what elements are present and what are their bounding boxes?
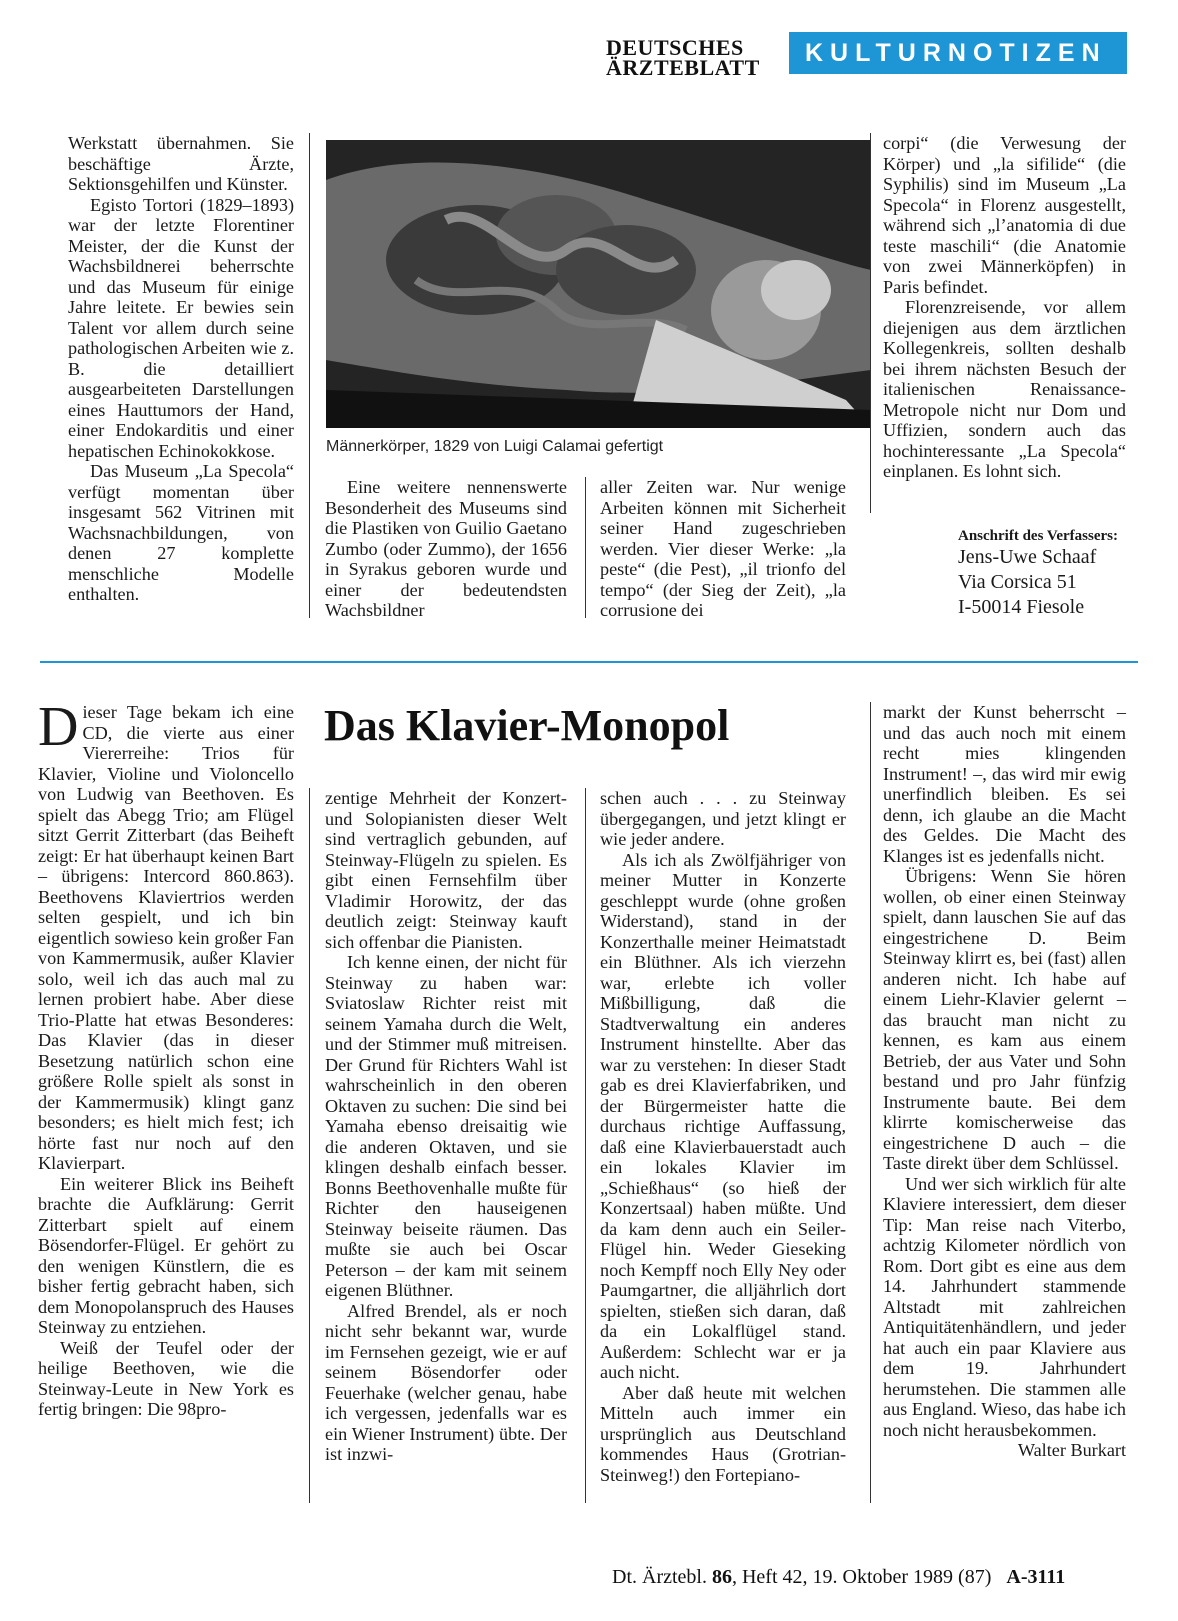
journal-name: Dt. Ärztebl. xyxy=(612,1566,707,1588)
top-article-column-2 xyxy=(325,477,567,621)
photo-illustration xyxy=(326,140,871,428)
bottom-article-column-4 xyxy=(883,702,1126,1461)
paragraph: markt der Kunst beherrscht – und das auch noch mit einem recht mies klingenden Instrument! –, das wird mir ewig unerfindlich bleiben. Es sei denn, ich glaube an die Macht des Geldes. Die Macht des Klanges ist es jedenfalls nicht. xyxy=(883,702,1126,866)
paragraph: Aber daß heute mit welchen Mitteln auch immer ein ursprünglich aus Deutschland kommendes Haus (Grotrian-Steinweg!) den Fortepiano- xyxy=(600,1382,846,1485)
paragraph: Florenzreisende, vor allem diejenigen aus dem ärztlichen Kollegenkreis, sollten deshalb bei ihrem nächsten Besuch der italienischen Renaissance-Metropole nicht nur Dom und Uffizien, sondern auch das hochinteressante „La Specola“ einplanen. Es lohnt sich. xyxy=(883,297,1126,481)
bottom-article-column-1 xyxy=(38,696,294,1420)
wax-anatomical-model-photo xyxy=(326,140,871,428)
top-article-column-3 xyxy=(600,477,846,621)
paragraph: Eine weitere nennenswerte Besonderheit des Museums sind die Plastiken von Guilio Gaetano Zumbo (oder Zummo), der 1656 in Syrakus geboren wurde und einer der bedeutendsten Wachsbildner xyxy=(325,477,567,620)
column-divider xyxy=(870,702,871,1503)
publication-name-line2: ÄRZTEBLATT xyxy=(606,55,760,80)
bottom-article-column-3 xyxy=(600,788,846,1485)
article-title: Das Klavier-Monopol xyxy=(324,701,730,750)
top-article-column-1 xyxy=(68,133,294,605)
page-number: A-3111 xyxy=(1006,1566,1066,1588)
paragraph: Alfred Brendel, als er noch nicht sehr bekannt war, wurde im Fernsehen gezeigt, wie er auf seinem Bösendorfer oder Feuerhake (welcher genau, habe ich vergessen, jedenfalls war es ein Wiener Instrument) übte. Der ist inzwi- xyxy=(325,1300,567,1464)
author-name: Jens-Uwe Schaaf xyxy=(958,546,1097,568)
column-divider xyxy=(309,788,310,1503)
paragraph: aller Zeiten war. Nur wenige Arbeiten können mit Sicherheit seiner Hand zugeschrieben werden. Vier dieser Werke: „la peste“ (die Pest), „il trionfo del tempo“ (der Sieg der Zeit), „la corrusione dei xyxy=(600,477,846,620)
paragraph: Ich kenne einen, der nicht für Steinway zu haben war: Sviatoslaw Richter reist mit seinem Yamaha durch die Welt, und der Stimmer muß mitreisen. Der Grund für Richters Wahl ist wahrscheinlich in den oberen Oktaven zu suchen: Die sind bei Yamaha ebenso dreisaitig wie die anderen Oktaven, und sie klingen deshalb einfach besser. Bonns Beethovenhalle mußte für Richter den hauseigenen Steinway beiseite räumen. Das mußte sie auch bei Oscar Peterson – der kam mit seinem eigenen Blüthner. xyxy=(325,952,567,1300)
column-divider xyxy=(585,477,586,618)
author-address-label: Anschrift des Verfassers: xyxy=(958,528,1118,544)
paragraph: schen auch . . . zu Steinway übergegangen, und jetzt klingt er wie jeder andere. xyxy=(600,788,846,849)
article-author: Walter Burkart xyxy=(1017,1440,1126,1460)
author-address xyxy=(958,528,1138,620)
paragraph-text: ieser Tage bekam ich eine CD, die vierte aus einer Viererreihe: Trios für Klavier, Violine und Violoncello von Ludwig van Beethoven. Es spielt das Abegg Trio; am Flügel sitzt Gerrit Zitterbart (das Beiheft zeigt: Er hat überhaupt keinen Bart – übrigens: Intercord 860.863). Beethovens Klaviertrios werden selten gespielt, und ich bin eigentlich sowieso kein großer Fan von Kammermusik, außer Klavier solo, weil ich das auch mal zu lernen probiert habe. Aber diese Trio-Platte hat etwas Besonderes: Das Klavier (das in dieser Besetzung natürlich schon eine größere Rolle spielt als sonst in der Kammermusik) klingt ganz besonders; es hielt mich fest; ich hörte fast nur noch auf den Klavierpart. xyxy=(38,702,294,1173)
paragraph: Egisto Tortori (1829–1893) war der letzte Florentiner Meister, der die Kunst der Wachsbildnerei beherrschte und das Museum für einige Jahre leitete. Er bewies sein Talent vor allem durch seine pathologischen Arbeiten wie z. B. die detailliert ausgearbeiteten Darstellungen eines Hauttumors der Hand, einer Endokarditis und einer hepatischen Echinokokkose. xyxy=(68,194,294,461)
paragraph: corpi“ (die Verwesung der Körper) und „la sifilide“ (die Syphilis) sind im Museum „La Specola“ in Florenz ausgestellt, während sich „l’anatomia di due teste maschili“ (die Anatomie von zwei Männerköpfen) in Paris befindet. xyxy=(883,133,1126,297)
paragraph xyxy=(38,696,294,1174)
column-divider xyxy=(585,788,586,1503)
column-divider xyxy=(309,133,310,618)
paragraph: Als ich als Zwölfjähriger von meiner Mutter in Konzerte geschleppt wurde (ohne großen Widerstand), stand in der Konzerthalle meiner Heimatstadt ein Blüthner. Als ich vierzehn war, erlebte ich voller Mißbilligung, daß die Stadtverwaltung ein anderes Instrument hinstellte. Aber das war zu verstehen: In dieser Stadt gab es drei Klavierfabriken, und der Bürgermeister hatte die durchaus richtige Auffassung, daß eine Klavierbauerstadt auch ein lokales Klavier im „Schießhaus“ (so hieß der Konzertsaal) haben müßte. Und da kam denn auch ein Seiler-Flügel hin. Weder Gieseking noch Kempff noch Elly Ney oder Paumgartner, die alljährlich dort spielten, stießen sich daran, daß da ein Lokalflügel stand. Außerdem: Schlecht war er ja auch nicht. xyxy=(600,849,846,1382)
paragraph: zentige Mehrheit der Konzert- und Solopianisten dieser Welt sind vertraglich gebunden, auf Steinway-Flügeln zu spielen. Es gibt einen Fernsehfilm über Vladimir Horowitz, der das deutlich zeigt: Steinway kauft sich offenbar die Pianisten. xyxy=(325,788,567,952)
author-city: I-50014 Fiesole xyxy=(958,596,1085,618)
paragraph: Werkstatt übernahmen. Sie beschäftige Ärzte, Sektionsgehilfen und Künster. xyxy=(68,133,294,194)
author-street: Via Corsica 51 xyxy=(958,571,1077,593)
photo-caption: Männerkörper, 1829 von Luigi Calamai gefertigt xyxy=(326,438,664,455)
column-divider xyxy=(870,133,871,513)
paragraph: Und wer sich wirklich für alte Klaviere interessiert, dem dieser Tip: Man reise nach Viterbo, achtzig Kilometer nördlich von Rom. Dort gibt es eine aus dem 14. Jahrhundert stammende Altstadt mit zahlreichen Antiquitätenhändlern, und jeder hat auch ein paar Klaviere aus dem 19. Jahrhundert herumstehen. Die stammen alle aus England. Wieso, das habe ich noch nicht herausbekommen. xyxy=(883,1173,1126,1440)
page-footer xyxy=(612,1566,1065,1589)
paragraph: Weiß der Teufel oder der heilige Beethoven, wie die Steinway-Leute in New York es fertig bringen: Die 98pro- xyxy=(38,1337,294,1419)
bottom-article-column-2 xyxy=(325,788,567,1465)
paragraph: Übrigens: Wenn Sie hören wollen, ob einer einen Steinway spielt, dann lauschen Sie auf das eingestrichene D. Beim Steinway klirrt es, bei (fast) allen anderen nicht. Ich habe auf einem Liehr-Klavier gelernt – das braucht man nicht zu kennen, es kam aus einem Betrieb, der aus Vater und Sohn bestand und pro Jahr fünfzig Instrumente baute. Bei dem klirrte komischerweise das eingestrichene D auch – die Taste direkt über dem Schlüssel. xyxy=(883,866,1126,1173)
section-tag: KULTURNOTIZEN xyxy=(789,32,1127,74)
paragraph: Das Museum „La Specola“ verfügt momentan über insgesamt 562 Vitrinen mit Wachsnachbildungen, von denen 27 komplette menschliche Modelle enthalten. xyxy=(68,461,294,604)
section-divider-rule xyxy=(40,661,1138,663)
issue-date: , Heft 42, 19. Oktober 1989 (87) xyxy=(731,1566,992,1588)
top-article-column-4 xyxy=(883,133,1126,482)
publication-name-line1: DEUTSCHES xyxy=(606,35,744,60)
masthead xyxy=(606,35,760,80)
paragraph: Ein weiterer Blick ins Beiheft brachte die Aufklärung: Gerrit Zitterbart spielt auf einem Bösendorfer-Flügel. Er gehört zu den wenigen Künstlern, die es bisher fertig gebracht haben, sich dem Monopolanspruch des Hauses Steinway zu entziehen. xyxy=(38,1173,294,1337)
drop-cap: D xyxy=(38,696,79,758)
volume-number: 86 xyxy=(711,1566,732,1588)
